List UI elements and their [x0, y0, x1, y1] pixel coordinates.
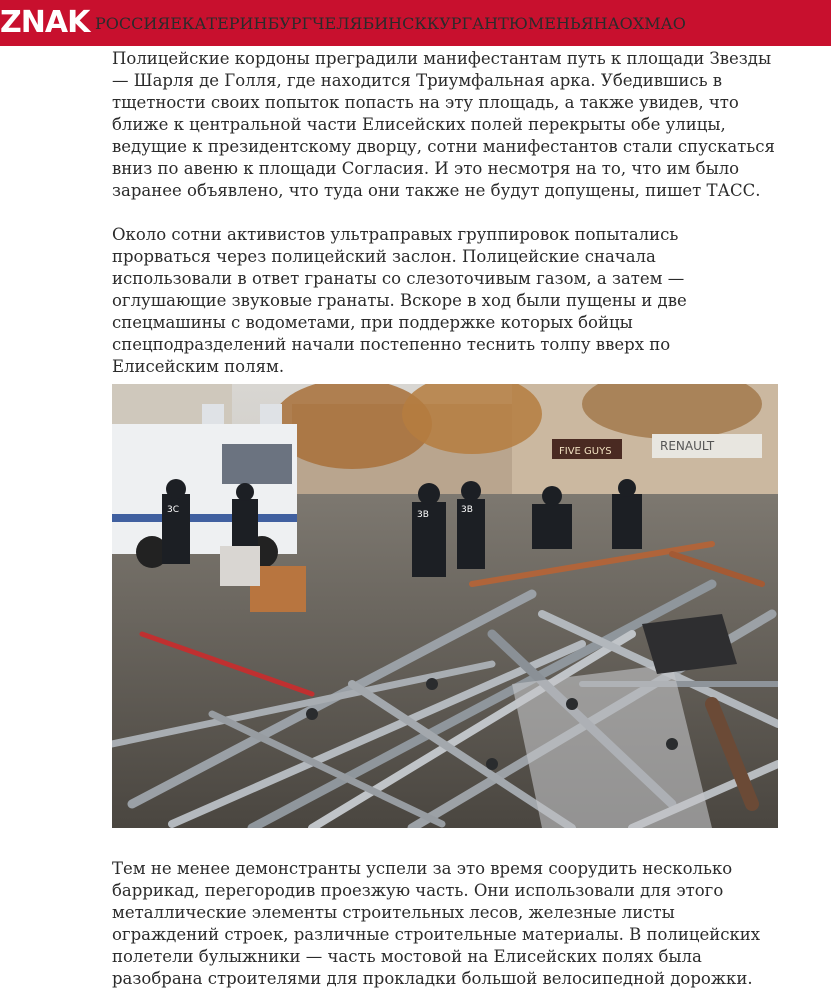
article-paragraph: Полицейские кордоны преградили манифестантам путь к площади Звезды — Шарля де Голля, где находится Триумфальная арка. Убедившись в тщетности своих попыток попасть на эту площадь, а также увидев, что ближе к центральной части Елисейских полей перекрыты обе улицы, ведущие к президентскому дворцу, сотни манифестантов стали спускаться вниз по авеню к площади Согласия. И это несмотря на то, что им было заранее объявлено, что туда они также не будут допущены, пишет ТАСС.: [112, 49, 775, 200]
site-logo[interactable]: ZNAK: [0, 5, 90, 40]
police-label: 3B: [461, 505, 473, 515]
renault-sign: RENAULT: [660, 439, 715, 453]
nav-item-ekaterinburg[interactable]: ЕКАТЕРИНБУРГ: [170, 13, 313, 33]
nav-item-hmao[interactable]: ХМАО: [632, 13, 686, 33]
article-paragraph: Около сотни активистов ультраправых группировок попытались прорваться через полицейский заслон. Полицейские сначала использовали в ответ гранаты со слезоточивым газом, а затем — оглушающие звуковые гранаты. Вскоре в ход были пущены и две спецмашины с водометами, при поддержке которых бойцы спецподразделений начали постепенно теснить толпу вверх по Елисейским полям.: [112, 225, 687, 376]
nav-item-tyumen[interactable]: ТЮМЕНЬ: [498, 13, 581, 33]
police-label: 3B: [417, 510, 429, 520]
nav-item-chelyabinsk[interactable]: ЧЕЛЯБИНСК: [312, 13, 427, 33]
water-cannon-truck: [112, 404, 297, 568]
five-guys-sign: FIVE GUYS: [559, 446, 612, 457]
nav-item-russia[interactable]: РОССИЯ: [95, 13, 171, 33]
nav-item-kurgan[interactable]: КУРГАН: [426, 13, 499, 33]
police-label: 3C: [167, 505, 180, 515]
article-paragraph: Тем не менее демонстранты успели за это время соорудить несколько баррикад, перегородив проезжую часть. Они использовали для этого металлические элементы строительных лесов, железные листы ограждений строек, различные строительные материалы. В полицейских полетели булыжники — часть мостовой на Елисейских полях была разобрана строителями для прокладки большой велосипедной дорожки.: [112, 859, 761, 988]
nav-item-yanao[interactable]: ЯНАО: [580, 13, 633, 33]
article-photo: [112, 384, 778, 828]
top-navigation-bar: [0, 0, 831, 46]
